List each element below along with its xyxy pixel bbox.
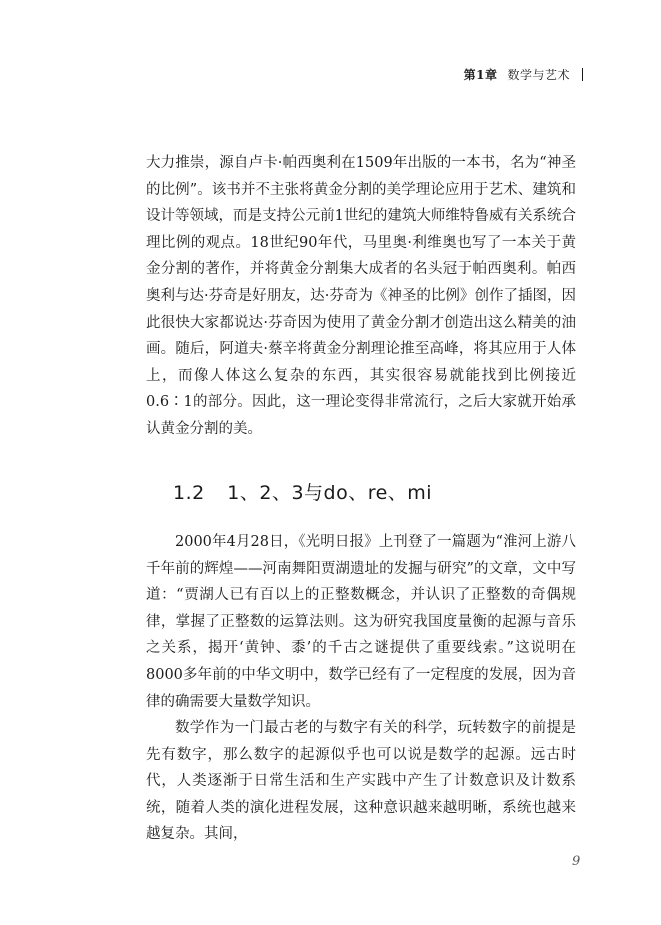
- chapter-number: 第1章: [463, 68, 498, 82]
- header-rule: [582, 68, 583, 81]
- section-heading: [173, 478, 432, 505]
- running-header: [464, 66, 583, 83]
- body-paragraph-3: 数学作为一门最古老的与数字有关的科学，玩转数字的前提是先有数字，那么数字的起源似乎也可以说是数学的起源。远古时代，人类逐渐于日常生活和生产实践中产生了计数意识及计数系统，随着人类的演化进程发展，这种意识越来越明晰，系统也越来越复杂。其间，: [146, 720, 576, 843]
- body-paragraph-2: 2000年4月28日，《光明日报》上刊登了一篇题为“淮河上游八千年前的辉煌——河南舞阳贾湖遗址的发掘与研究”的文章，文中写道：“贾湖人已有百以上的正整数概念，并认识了正整数的奇偶规律，掌握了正整数的运算法则。这为研究我国度量衡的起源与音乐之关系，揭开‘黄钟、黍’的千古之谜提供了重要线索。”这说明在8000多年前的中华文明中，数学已经有了一定程度的发展，因为音律的确需要大量数学知识。: [146, 534, 576, 710]
- chapter-title: 数学与艺术: [507, 68, 570, 82]
- page-number: 9: [572, 854, 581, 869]
- section-number: 1.2: [173, 482, 205, 504]
- body-paragraph-1: 大力推崇，源自卢卡·帕西奥利在1509年出版的一本书，名为“神圣的比例”。该书并不主张将黄金分割的美学理论应用于艺术、建筑和设计等领域，而是支持公元前1世纪的建筑大师维特鲁威有关系统合理比例的观点。18世纪90年代，马里奥·利维奥也写了一本关于黄金分割的著作，并将黄金分割集大成者的名头冠于帕西奥利。帕西奥利与达·芬奇是好朋友，达·芬奇为《神圣的比例》创作了插图，因此很快大家都说达·芬奇因为使用了黄金分割才创造出这么精美的油画。随后，阿道夫·蔡辛将黄金分割理论推至高峰，将其应用于人体上，而像人体这么复杂的东西，其实很容易就能找到比例接近0.6∶1的部分。因此，这一理论变得非常流行，之后大家就开始承认黄金分割的美。: [146, 155, 576, 437]
- section-title: 1、2、3与do、re、mi: [227, 482, 433, 504]
